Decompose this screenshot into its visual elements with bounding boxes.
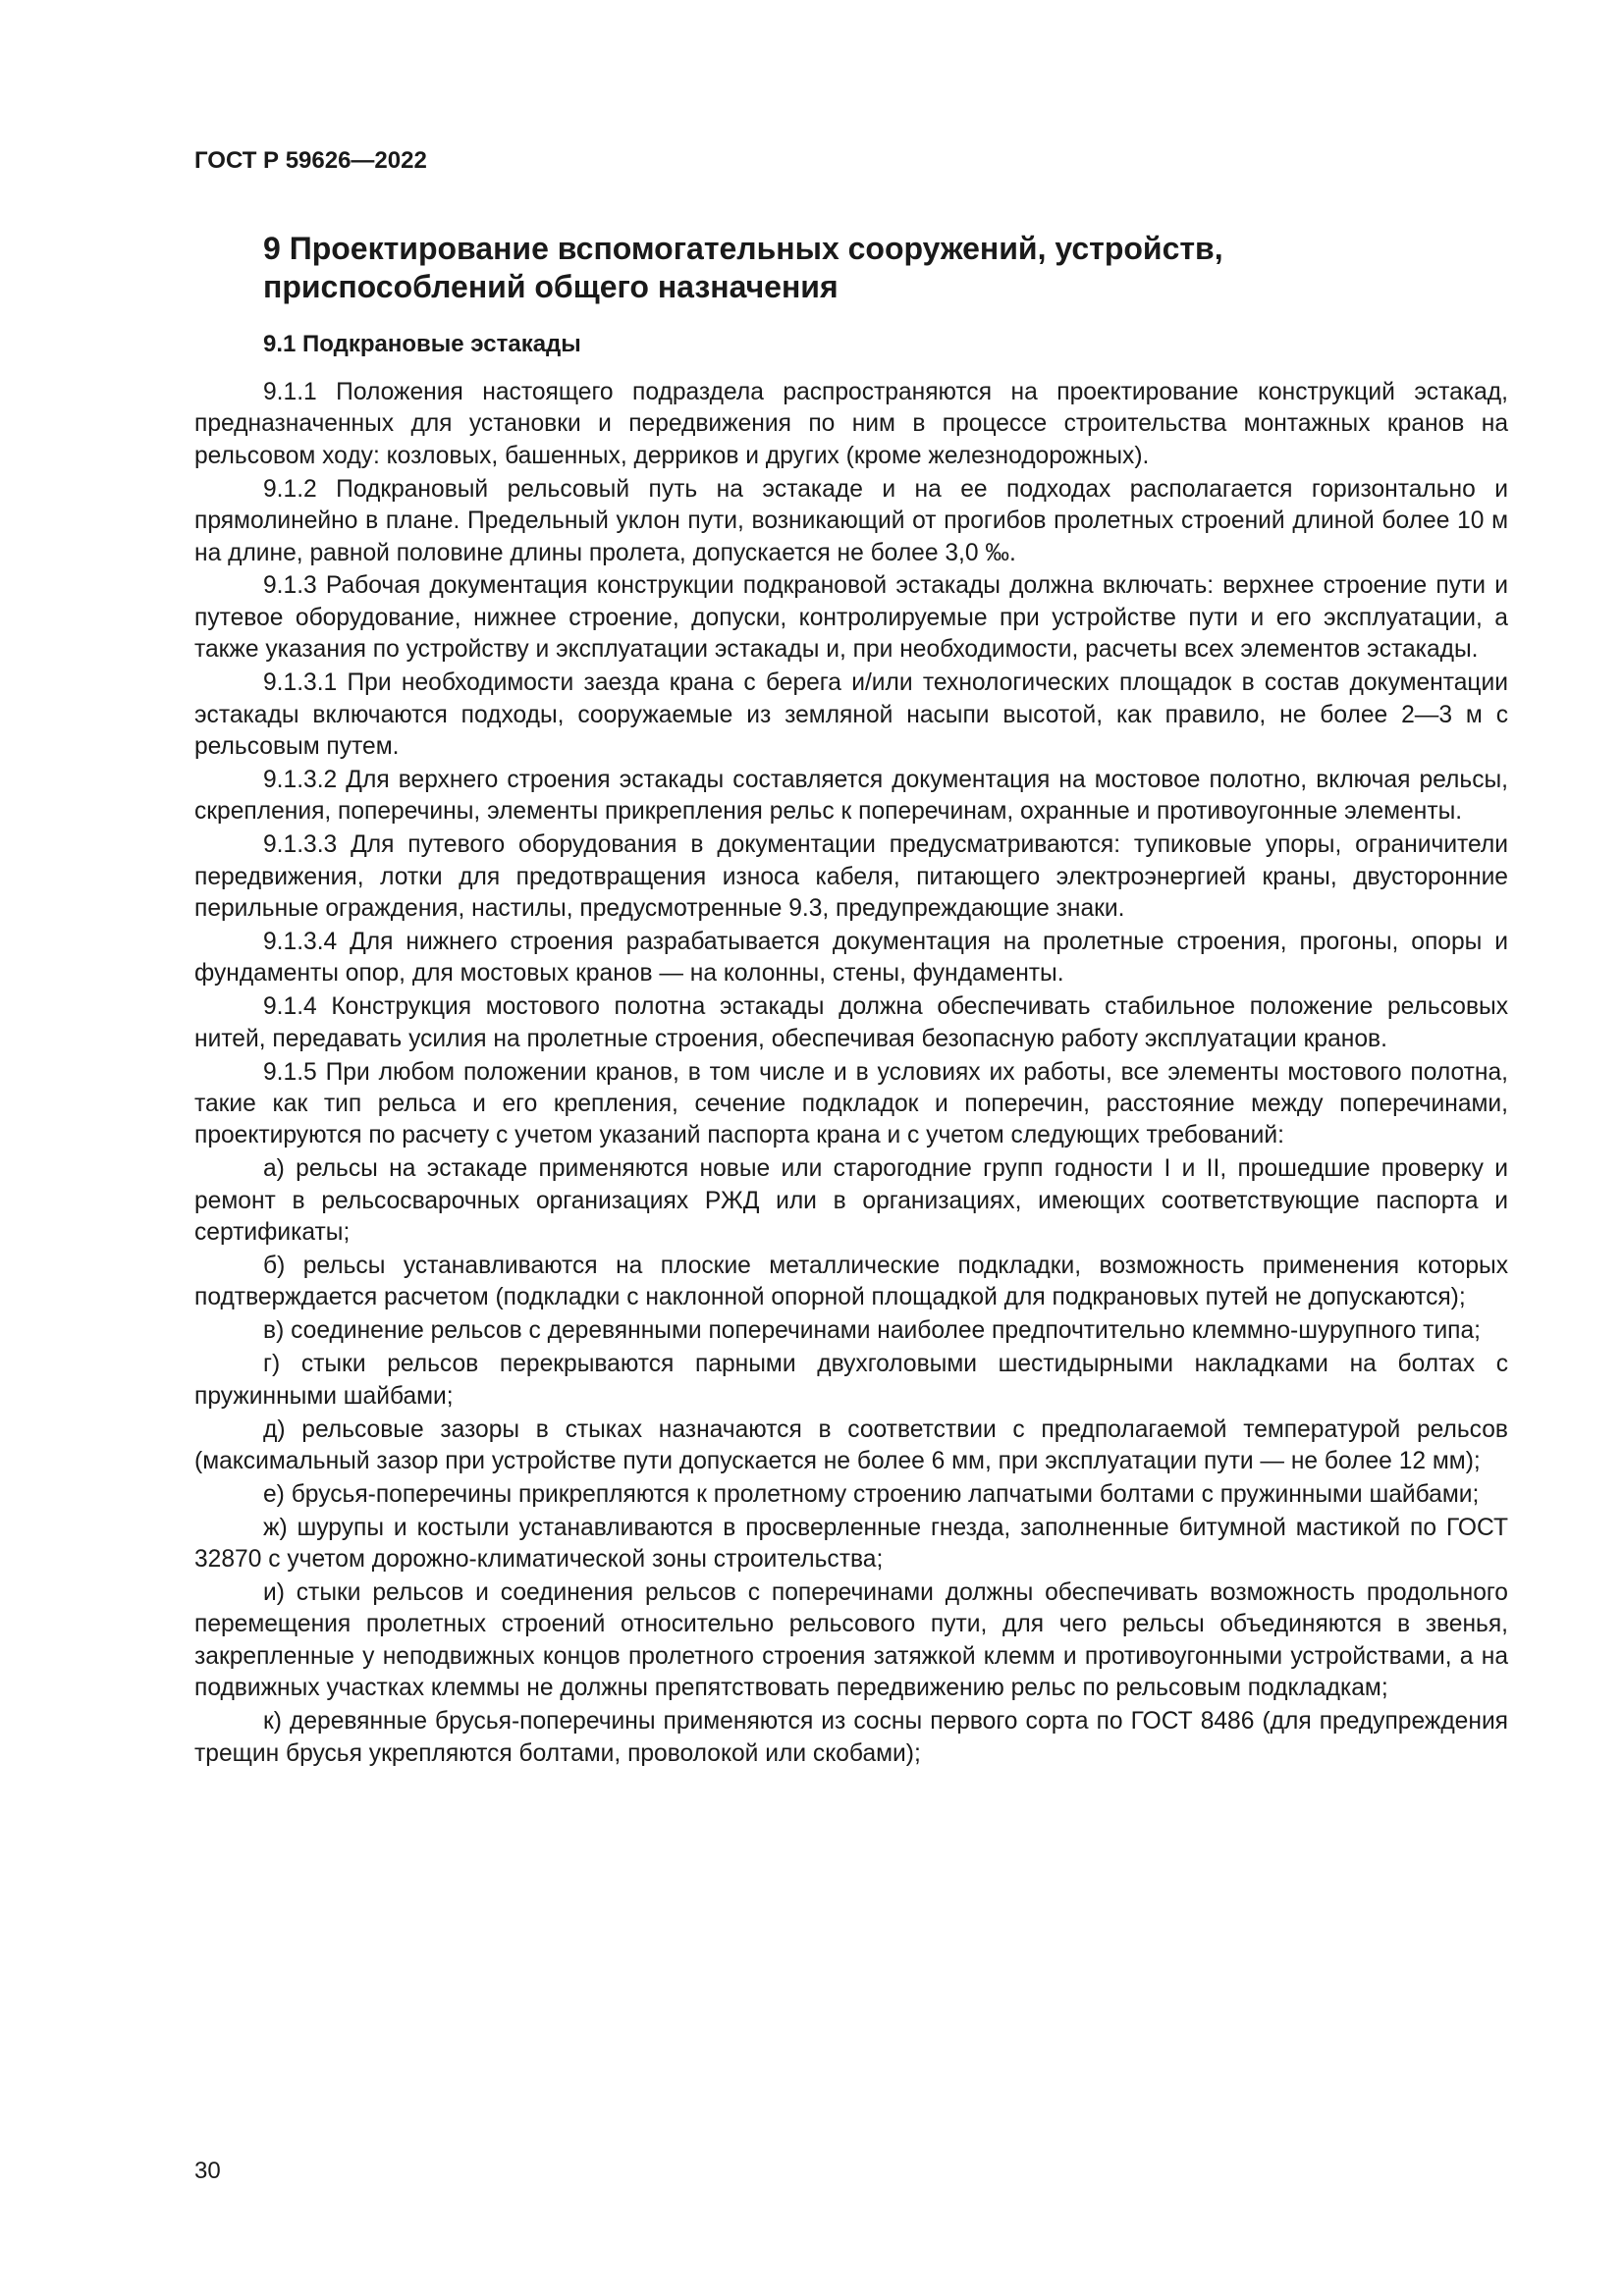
paragraph-9-1-2: 9.1.2 Подкрановый рельсовый путь на эстакаде и на ее подходах располагается горизонтально и прямолинейно в плане. Предельный уклон пути, возникающий от прогибов пролетных строений длиной более 10 м на длине, равной половине длины пролета, допускается не более 3,0 ‰. [194, 475, 1508, 566]
body-text [194, 377, 1508, 1771]
paragraph-9-1-3-2: 9.1.3.2 Для верхнего строения эстакады составляется документация на мостовое полотно, включая рельсы, скрепления, поперечины, элементы прикрепления рельс к поперечинам, охранные и противоугонные элементы. [194, 766, 1508, 826]
paragraph-9-1-3-4: 9.1.3.4 Для нижнего строения разрабатывается документация на пролетные строения, прогоны, опоры и фундаменты опор, для мостовых кранов — на колонны, стены, фундаменты. [194, 928, 1508, 988]
list-item-e: е) брусья-поперечины прикрепляются к пролетному строению лапчатыми болтами с пружинными шайбами; [263, 1480, 1480, 1508]
paragraph-9-1-5: 9.1.5 При любом положении кранов, в том числе и в условиях их работы, все элементы мостового полотна, такие как тип рельса и его крепления, сечение подкладок и поперечин, расстояние между поперечинами, проектируются по расчету с учетом указаний паспорта крана и с учетом следующих требований: [194, 1058, 1508, 1149]
list-item-a: а) рельсы на эстакаде применяются новые или старогодние групп годности I и II, прошедшие проверку и ремонт в рельсосварочных организациях РЖД или в организациях, имеющих соответствующие паспорта и сертификаты; [194, 1155, 1508, 1247]
paragraph-9-1-3: 9.1.3 Рабочая документация конструкции подкрановой эстакады должна включать: верхнее строение пути и путевое оборудование, нижнее строение, допуски, контролируемые при устройстве пути и его эксплуатации, а также указания по устройству и эксплуатации эстакады и, при необходимости, расчеты всех элементов эстакады. [194, 572, 1508, 664]
paragraph-9-1-3-3: 9.1.3.3 Для путевого оборудования в документации предусматриваются: тупиковые упоры, ограничители передвижения, лотки для предотвращения износа кабеля, питающего электроэнергией краны, двусторонние перильные ограждения, настилы, предусмотренные 9.3, предупреждающие знаки. [194, 831, 1508, 922]
section-heading: 9 Проектирование вспомогательных сооружений, устройств, приспособлений общего назначения [263, 231, 1223, 304]
page-number: 30 [194, 2158, 221, 2184]
list-item-g: г) стыки рельсов перекрываются парными двухголовыми шестидырными накладками на болтах с пружинными шайбами; [194, 1351, 1508, 1410]
list-item-k: к) деревянные брусья-поперечины применяются из сосны первого сорта по ГОСТ 8486 (для предупреждения трещин брусья укрепляются болтами, проволокой или скобами); [194, 1708, 1508, 1767]
list-item-zh: ж) шурупы и костыли устанавливаются в просверленные гнезда, заполненные битумной мастикой по ГОСТ 32870 с учетом дорожно-климатической зоны строительства; [194, 1514, 1508, 1574]
subsection-heading: 9.1 Подкрановые эстакады [263, 331, 581, 357]
list-item-b: б) рельсы устанавливаются на плоские металлические подкладки, возможность применения которых подтверждается расчетом (подкладки с наклонной опорной площадкой для подкрановых путей не допускаются); [194, 1252, 1508, 1311]
paragraph-9-1-1: 9.1.1 Положения настоящего подраздела распространяются на проектирование конструкций эстакад, предназначенных для установки и передвижения по ним в процессе строительства монтажных кранов на рельсовом ходу: козловых, башенных, дерриков и других (кроме железнодорожных). [194, 379, 1508, 469]
document-code: ГОСТ Р 59626—2022 [194, 147, 427, 174]
list-item-i: и) стыки рельсов и соединения рельсов с поперечинами должны обеспечивать возможность продольного перемещения пролетных строений относительно рельсового пути, для чего рельсы объединяются в звенья, закрепленные у неподвижных концов пролетного строения затяжкой клемм и противоугонными устройствами, а на подвижных участках клеммы не должны препятствовать передвижению рельс по рельсовым подкладкам; [194, 1579, 1508, 1702]
list-item-v: в) соединение рельсов с деревянными поперечинами наиболее предпочтительно клеммно-шурупного типа; [263, 1317, 1482, 1345]
paragraph-9-1-3-1: 9.1.3.1 При необходимости заезда крана с берега и/или технологических площадок в состав документации эстакады включаются подходы, сооружаемые из земляной насыпи высотой, как правило, не более 2—3 м с рельсовым путем. [194, 669, 1508, 760]
paragraph-9-1-4: 9.1.4 Конструкция мостового полотна эстакады должна обеспечивать стабильное положение рельсовых нитей, передавать усилия на пролетные строения, обеспечивая безопасную работу эксплуатации кранов. [194, 993, 1508, 1052]
list-item-d: д) рельсовые зазоры в стыках назначаются в соответствии с предполагаемой температурой рельсов (максимальный зазор при устройстве пути допускается не более 6 мм, при эксплуатации пути — не более 12 мм); [194, 1415, 1508, 1474]
